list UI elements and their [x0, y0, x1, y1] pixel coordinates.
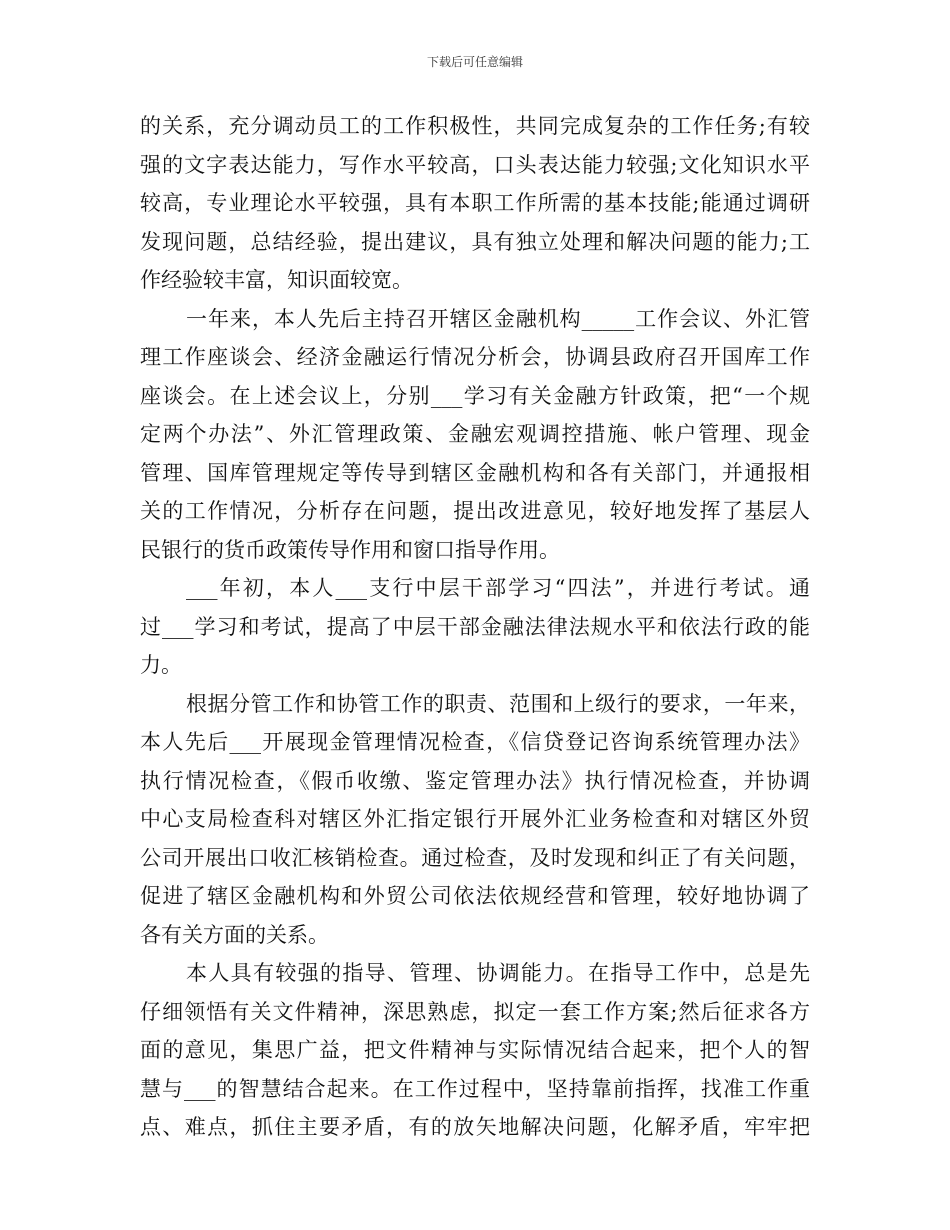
text-line: 的关系，充分调动员工的工作积极性，共同完成复杂的工作任务;有较 — [140, 114, 810, 138]
text-line: ___年初，本人___支行中层干部学习“四法”，并进行考试。通 — [186, 576, 810, 600]
text-line: 根据分管工作和协管工作的职责、范围和上级行的要求，一年来， — [186, 691, 810, 716]
document-body — [140, 107, 810, 1147]
text-line: 发现问题，总结经验，提出建议，具有独立处理和解决问题的能力;工 — [140, 229, 810, 254]
paragraph — [140, 300, 810, 570]
text-line: 点、难点，抓住主要矛盾，有的放矢地解决问题，化解矛盾，牢牢把 — [140, 1115, 810, 1139]
text-line: 座谈会。在上述会议上，分别___学习有关金融方针政策，把“一个规 — [140, 383, 810, 408]
paragraph — [140, 569, 810, 685]
text-line: 作经验较丰富，知识面较宽。 — [140, 268, 413, 292]
text-line: 慧与___的智慧结合起来。在工作过程中，坚持靠前指挥，找准工作重 — [140, 1076, 810, 1101]
text-line: 面的意见，集思广益，把文件精神与实际情况结合起来，把个人的智 — [140, 1038, 810, 1062]
page-header-note: 下载后可任意编辑 — [426, 55, 523, 69]
text-line: 本人具有较强的指导、管理、协调能力。在指导工作中，总是先 — [186, 961, 810, 985]
text-line: 本人先后___开展现金管理情况检查，《信贷登记咨询系统管理办法》 — [140, 730, 810, 754]
text-line: 力。 — [140, 653, 182, 677]
paragraph — [140, 107, 810, 300]
text-line: 民银行的货币政策传导作用和窗口指导作用。 — [140, 537, 560, 562]
text-line: 公司开展出口收汇核销检查。通过检查，及时发现和纠正了有关问题， — [140, 845, 810, 870]
text-line: 各有关方面的关系。 — [140, 922, 329, 947]
text-line: 执行情况检查，《假币收缴、鉴定管理办法》执行情况检查，并协调 — [140, 768, 810, 793]
text-line: 较高，专业理论水平较强，具有本职工作所需的基本技能;能通过调研 — [140, 191, 810, 215]
text-line: 定两个办法”、外汇管理政策、金融宏观调控措施、帐户管理、现金 — [140, 422, 810, 446]
text-line: 关的工作情况，分析存在问题，提出改进意见，较好地发挥了基层人 — [140, 499, 810, 523]
paragraph — [140, 685, 810, 955]
text-line: 中心支局检查科对辖区外汇指定银行开展外汇业务检查和对辖区外贸 — [140, 807, 810, 831]
paragraph — [140, 954, 810, 1147]
text-line: 过___学习和考试，提高了中层干部金融法律法规水平和依法行政的能 — [140, 614, 810, 639]
text-line: 强的文字表达能力，写作水平较高，口头表达能力较强;文化知识水平 — [140, 152, 810, 177]
text-line: 促进了辖区金融机构和外贸公司依法依规经营和管理，较好地协调了 — [140, 884, 810, 908]
text-line: 一年来，本人先后主持召开辖区金融机构_____工作会议、外汇管 — [186, 306, 810, 331]
text-line: 管理、国库管理规定等传导到辖区金融机构和各有关部门，并通报相 — [140, 460, 810, 485]
text-line: 理工作座谈会、经济金融运行情况分析会，协调县政府召开国库工作 — [140, 345, 810, 369]
text-line: 仔细领悟有关文件精神，深思熟虑，拟定一套工作方案;然后征求各方 — [140, 999, 810, 1024]
